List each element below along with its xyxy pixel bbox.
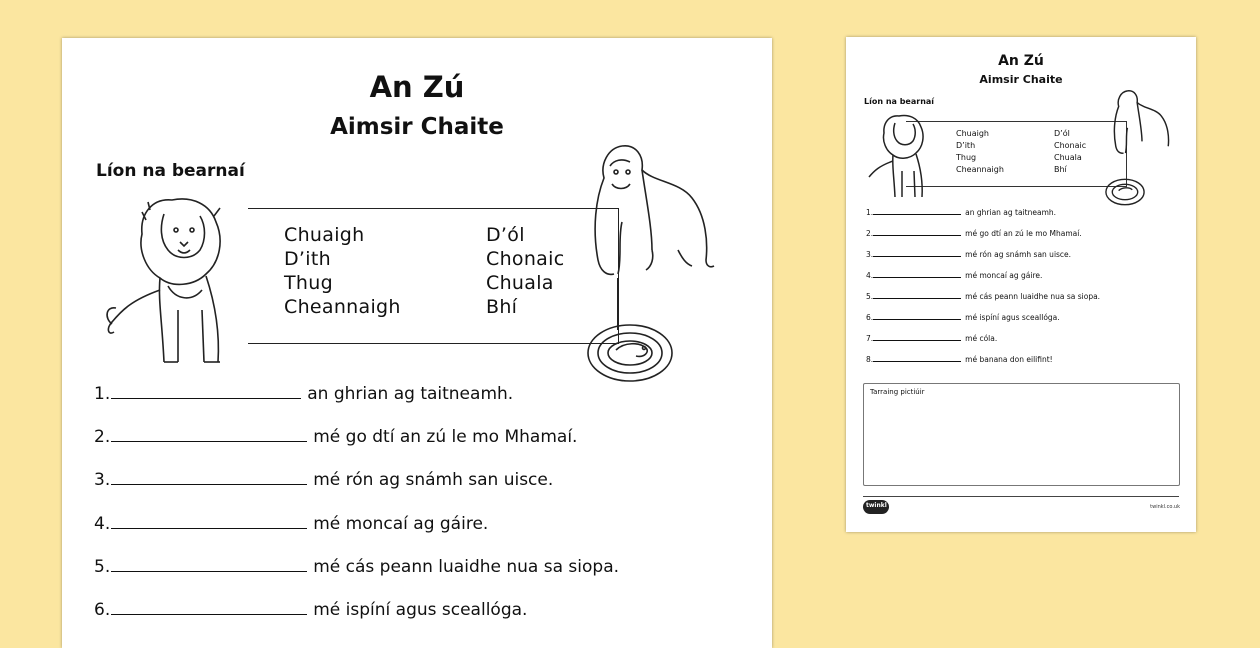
question-number: 2. xyxy=(866,229,874,238)
preview-question-row xyxy=(866,208,1056,217)
preview-question-row xyxy=(866,229,1082,238)
preview-instruction: Líon na bearnaí xyxy=(864,97,935,106)
question-text: mé moncaí ag gáire. xyxy=(965,271,1043,280)
question-number: 1. xyxy=(94,384,111,404)
answer-blank[interactable] xyxy=(111,384,301,399)
drawing-box-label: Tarraing pictiúir xyxy=(870,388,925,396)
question-number: 5. xyxy=(94,557,111,577)
answer-blank xyxy=(873,229,961,236)
lion-icon xyxy=(864,111,944,201)
answer-blank xyxy=(873,208,961,215)
word-bank-item: D’ól xyxy=(486,224,525,246)
question-number: 8. xyxy=(866,355,874,364)
worksheet-title: An Zú xyxy=(369,70,465,104)
question-text: an ghrian ag taitneamh. xyxy=(307,384,514,404)
word-bank-item: Chuala xyxy=(486,272,554,294)
question-number: 5. xyxy=(866,292,874,301)
worksheet-instruction: Líon na bearnaí xyxy=(96,161,245,181)
worksheet-preview xyxy=(846,37,1196,532)
worksheet-large xyxy=(62,38,772,648)
preview-word-bank-item: D’ith xyxy=(956,141,976,150)
snake-icon xyxy=(1104,177,1146,207)
question-number: 2. xyxy=(94,427,111,447)
question-row xyxy=(94,600,527,620)
question-number: 6. xyxy=(94,600,111,620)
answer-blank xyxy=(873,292,961,299)
answer-blank xyxy=(873,313,961,320)
question-text: mé moncaí ag gáire. xyxy=(313,514,489,534)
answer-blank xyxy=(873,271,961,278)
drawing-box xyxy=(863,383,1180,486)
twinkl-logo-icon xyxy=(863,500,889,514)
question-text: mé rón ag snámh san uisce. xyxy=(965,250,1072,259)
preview-word-bank-item: Bhí xyxy=(1054,165,1067,174)
preview-word-bank-item: Thug xyxy=(956,153,977,162)
snake-icon xyxy=(584,320,676,386)
word-bank-item: Chonaic xyxy=(486,248,565,270)
question-row xyxy=(94,384,513,404)
gorilla-icon xyxy=(582,138,722,278)
footer-divider xyxy=(863,496,1179,497)
answer-blank[interactable] xyxy=(111,557,307,572)
preview-word-bank-item: D’ól xyxy=(1054,129,1070,138)
question-number: 4. xyxy=(94,514,111,534)
preview-question-row xyxy=(866,355,1053,364)
answer-blank[interactable] xyxy=(111,427,307,442)
preview-question-row xyxy=(866,250,1071,259)
question-text: mé ispíní agus sceallóga. xyxy=(313,600,528,620)
question-row xyxy=(94,557,619,577)
question-text: mé go dtí an zú le mo Mhamaí. xyxy=(313,427,578,447)
word-bank-item: Chuaigh xyxy=(284,224,365,246)
question-text: mé cóla. xyxy=(965,334,998,343)
question-text: mé ispíní agus sceallóga. xyxy=(965,313,1060,322)
answer-blank xyxy=(873,355,961,362)
preview-word-bank-item: Cheannaigh xyxy=(956,165,1004,174)
question-text: mé banana don eilifint! xyxy=(965,355,1053,364)
question-row xyxy=(94,470,553,490)
answer-blank[interactable] xyxy=(111,470,307,485)
question-text: mé go dtí an zú le mo Mhamaí. xyxy=(965,229,1082,238)
question-text: an ghrian ag taitneamh. xyxy=(965,208,1057,217)
preview-word-bank-item: Chuala xyxy=(1054,153,1082,162)
worksheet-subtitle: Aimsir Chaite xyxy=(330,114,504,140)
preview-question-row xyxy=(866,292,1100,301)
question-number: 7. xyxy=(866,334,874,343)
question-text: mé cás peann luaidhe nua sa siopa. xyxy=(965,292,1101,301)
question-row xyxy=(94,514,488,534)
preview-question-row xyxy=(866,334,997,343)
question-text: mé cás peann luaidhe nua sa siopa. xyxy=(313,557,620,577)
preview-word-bank-item: Chonaic xyxy=(1054,141,1087,150)
word-bank-item: Bhí xyxy=(486,296,518,318)
lion-icon xyxy=(102,190,262,370)
question-text: mé rón ag snámh san uisce. xyxy=(313,470,554,490)
website-text: twinkl.co.uk xyxy=(1150,504,1180,510)
answer-blank xyxy=(873,334,961,341)
question-row xyxy=(94,427,577,447)
question-number: 1. xyxy=(866,208,874,217)
word-bank-item: Cheannaigh xyxy=(284,296,401,318)
logo-text: twinkl xyxy=(866,502,887,509)
word-bank-item: Thug xyxy=(284,272,333,294)
answer-blank xyxy=(873,250,961,257)
preview-word-bank-item: Chuaigh xyxy=(956,129,989,138)
question-number: 3. xyxy=(94,470,111,490)
answer-blank[interactable] xyxy=(111,600,307,615)
preview-subtitle: Aimsir Chaite xyxy=(979,73,1063,86)
preview-question-row xyxy=(866,271,1042,280)
question-number: 6. xyxy=(866,313,874,322)
preview-question-row xyxy=(866,313,1060,322)
word-bank-item: D’ith xyxy=(284,248,331,270)
question-number: 4. xyxy=(866,271,874,280)
question-number: 3. xyxy=(866,250,874,259)
gorilla-icon xyxy=(1108,87,1176,155)
preview-title: An Zú xyxy=(998,53,1044,69)
answer-blank[interactable] xyxy=(111,514,307,529)
